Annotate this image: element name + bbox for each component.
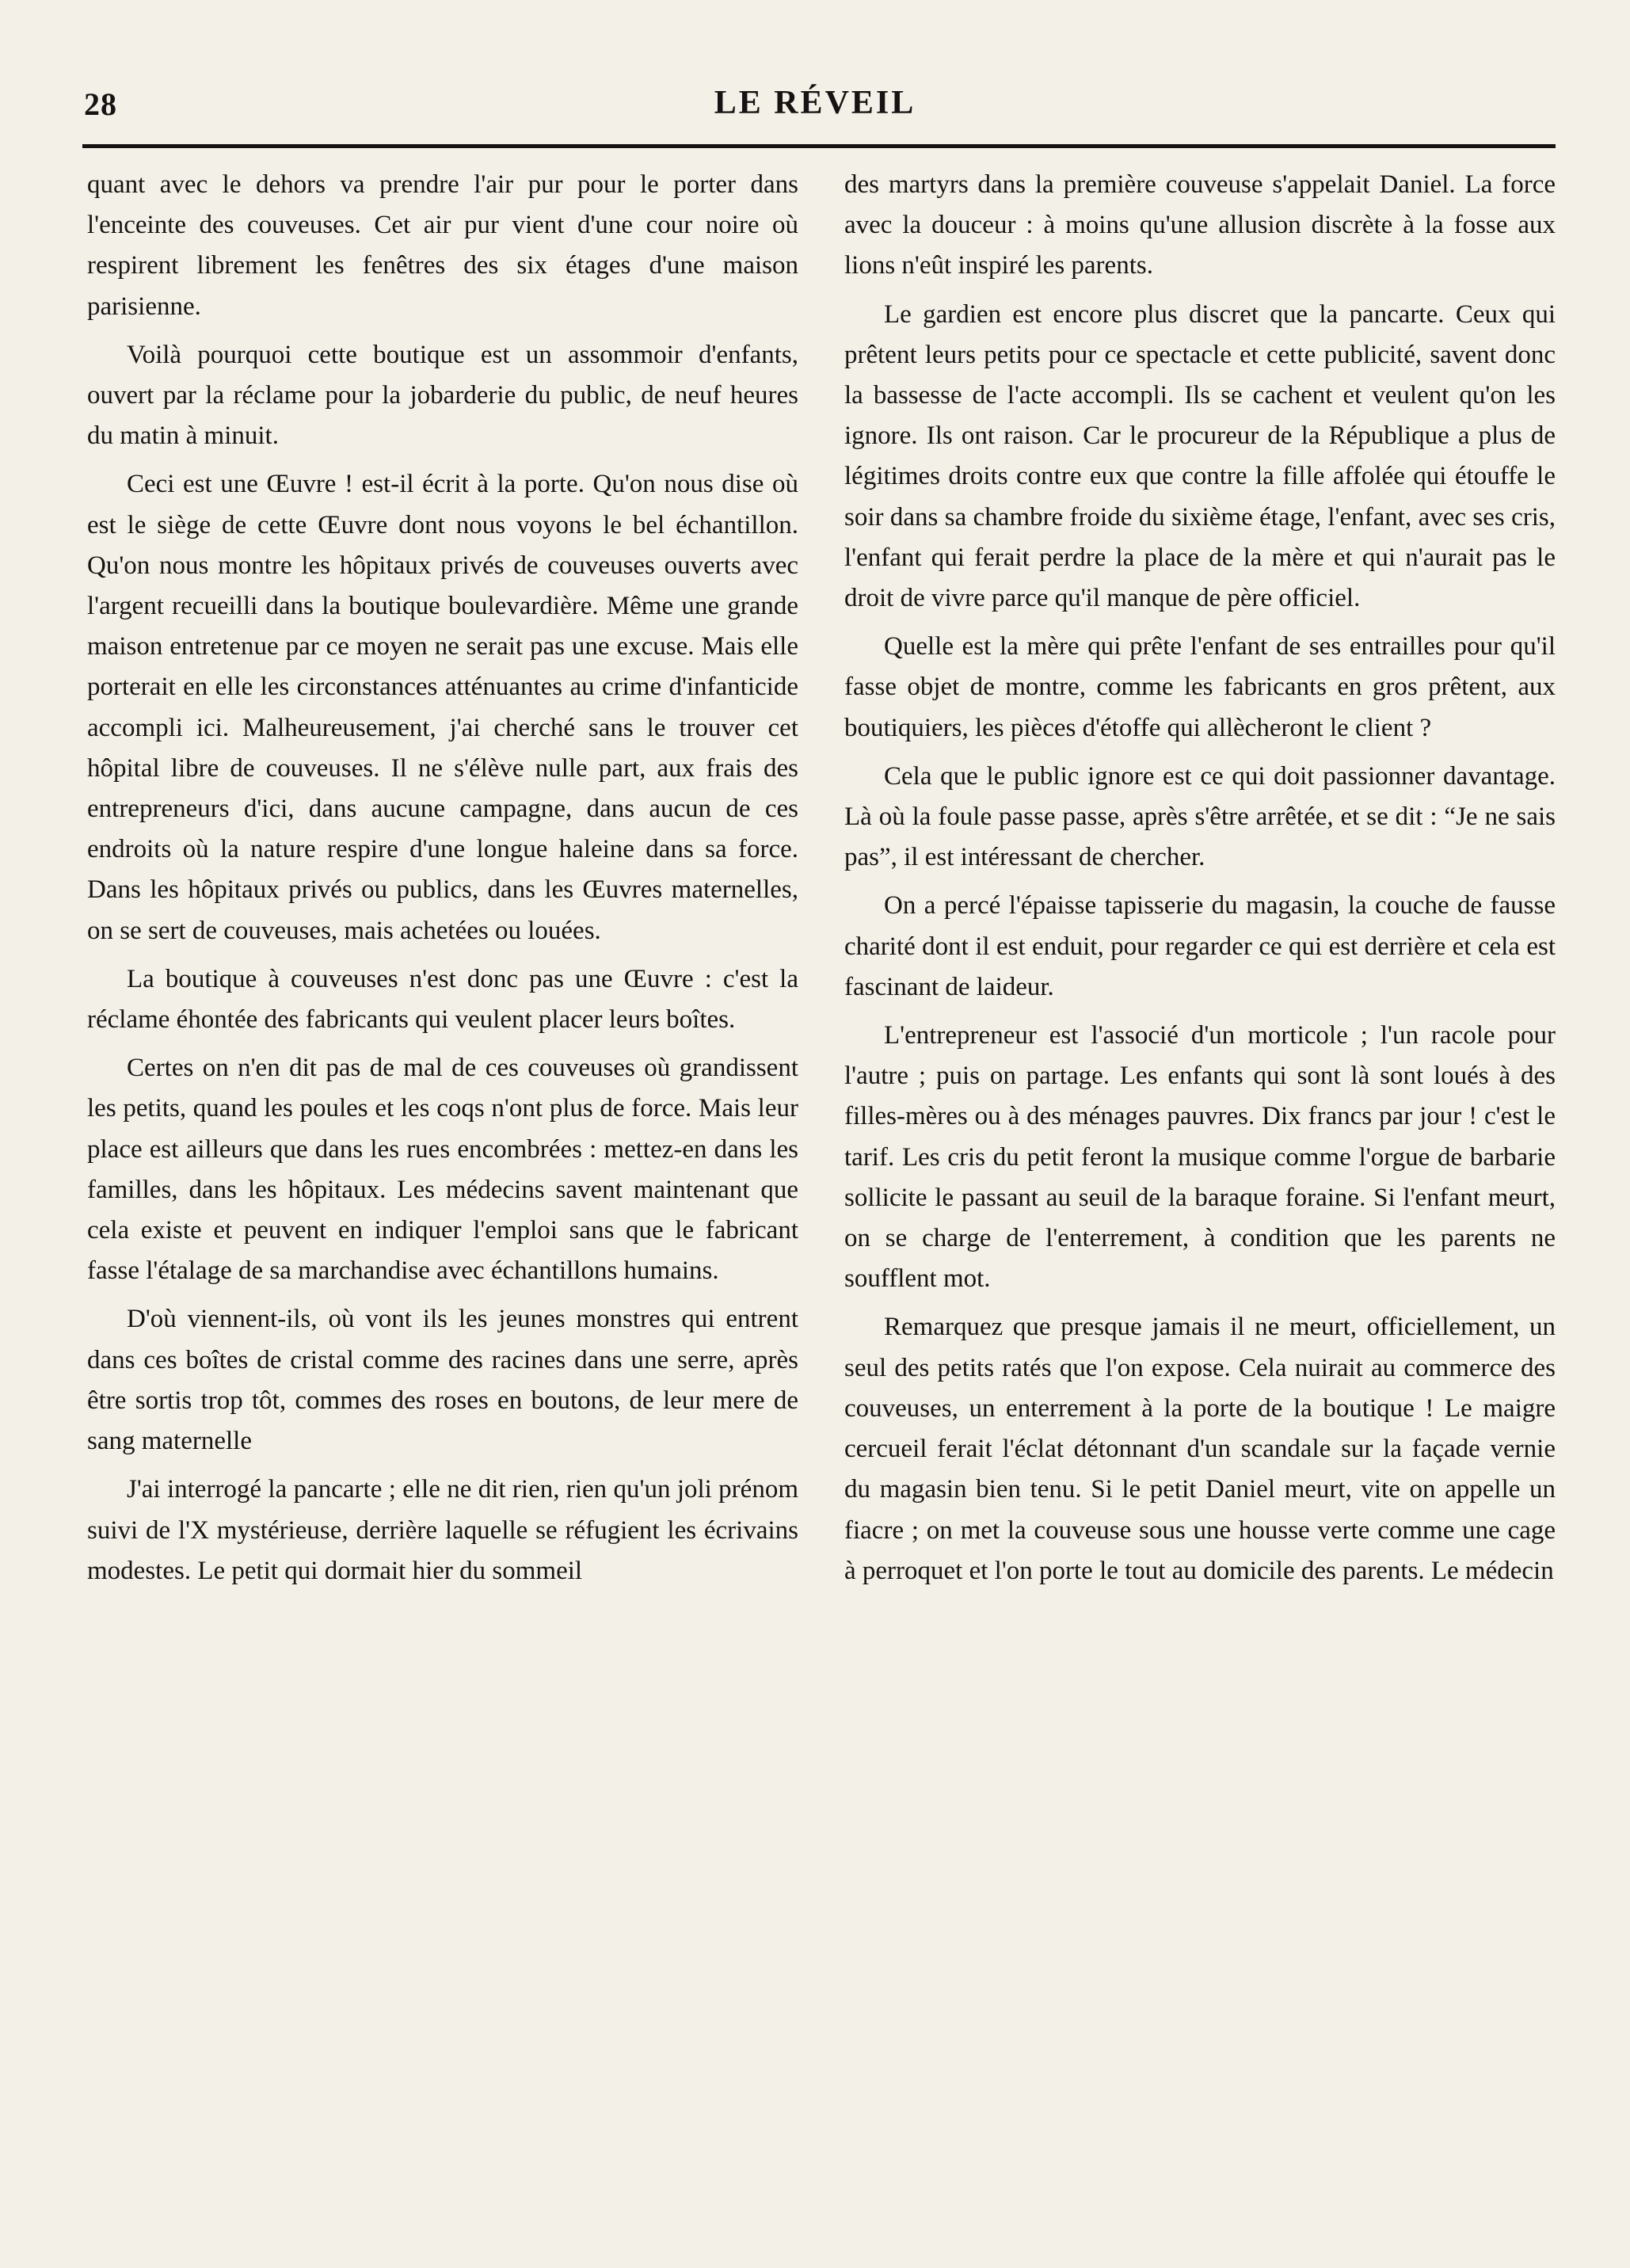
page-number: 28	[84, 86, 117, 122]
paragraph: Certes on n'en dit pas de mal de ces couveuses où grandissent les petits, quand les poules et les coqs n'ont plus de force. Mais leur place est ailleurs que dans les rues encombrées : mettez-en dans les familles, dans les hôpitaux. Les médecins savent maintenant que cela existe et peuvent en indiquer l'emploi sans que le fabricant fasse l'étalage de sa marchandise avec échantillons humains.	[87, 1054, 798, 1286]
paragraph: Quelle est la mère qui prête l'enfant de ses entrailles pour qu'il fasse objet de montre, comme les fabricants en gros prêtent, aux boutiquiers, les pièces d'étoffe qui allècheront le client ?	[844, 632, 1556, 742]
paragraph: Le gardien est encore plus discret que la pancarte. Ceux qui prêtent leurs petits pour ce spectacle et cette publicité, savent donc la bassesse de l'acte accompli. Ils se cachent et veulent qu'on les ignore. Ils ont raison. Car le procureur de la République a plus de légitimes droits contre eux que contre la fille affolée qui étouffe le soir dans sa chambre froide du sixième étage, l'enfant, avec ses cris, l'enfant qui ferait perdre la place de la mère et qui n'aurait pas le droit de vivre parce qu'il manque de père officiel.	[844, 299, 1556, 613]
paragraph: On a percé l'épaisse tapisserie du magasin, la couche de fausse charité dont il est enduit, pour regarder ce qui est derrière et cela est fascinant de laideur.	[844, 891, 1556, 1001]
paragraph: J'ai interrogé la pancarte ; elle ne dit rien, rien qu'un joli prénom suivi de l'X mystérieuse, derrière laquelle se réfugient les écrivains modestes. Le petit qui dormait hier du sommeil	[87, 1475, 798, 1585]
paragraph: Cela que le public ignore est ce qui doit passionner davantage. Là où la foule passe passe, après s'être arrêtée, et se dit : “Je ne sais pas”, il est intéressant de chercher.	[844, 761, 1556, 872]
paragraph: L'entrepreneur est l'associé d'un morticole ; l'un racole pour l'autre ; puis on partage. Les enfants qui sont là sont loués à des filles-mères ou à des ménages pauvres. Dix francs par jour ! c'est le tarif. Les cris du petit feront la musique comme l'orgue de barbarie sollicite le passant au seuil de la baraque foraine. Si l'enfant meurt, on se charge de l'enterrement, à condition que les parents ne soufflent mot.	[844, 1021, 1556, 1294]
paragraph: D'où viennent-ils, où vont ils les jeunes monstres qui entrent dans ces boîtes de cristal comme des racines dans une serre, après être sortis trop tôt, commes des roses en boutons, de leur mere de sang maternelle	[87, 1305, 798, 1456]
running-title: LE RÉVEIL	[714, 85, 916, 121]
right-column	[844, 165, 1556, 1599]
paragraph: Remarquez que presque jamais il ne meurt, officiellement, un seul des petits ratés que l'on expose. Cela nuirait au commerce des couveuses, un enterrement à la porte de la boutique ! Le maigre cercueil ferait l'éclat détonnant d'un scandale sur la façade vernie du magasin bien tenu. Si le petit Daniel meurt, vite on appelle un fiacre ; on met la couveuse sous une housse verte comme une cage à perroquet et l'on porte le tout au domicile des parents. Le médecin	[844, 1313, 1556, 1585]
left-column	[87, 165, 798, 1599]
paragraph: Ceci est une Œuvre ! est-il écrit à la porte. Qu'on nous dise où est le siège de cette Œuvre dont nous voyons le bel échantillon. Qu'on nous montre les hôpitaux privés de couveuses ouverts avec l'argent recueilli dans la boutique boulevardière. Même une grande maison entretenue par ce moyen ne serait pas une excuse. Mais elle porterait en elle les circonstances atténuantes au crime d'infanticide accompli ici. Malheureusement, j'ai cherché sans le trouver cet hôpital libre de couveuses. Il ne s'élève nulle part, aux frais des entrepreneurs d'ici, dans aucune campagne, dans aucun de ces endroits où la nature respire d'une longue haleine dans sa force. Dans les hôpitaux privés ou publics, dans les Œuvres maternelles, on se sert de couveuses, mais achetées ou louées.	[87, 470, 798, 945]
paragraph: quant avec le dehors va prendre l'air pur pour le porter dans l'enceinte des couveuses. Cet air pur vient d'une cour noire où respirent librement les fenêtres des six étages d'une maison parisienne.	[87, 170, 798, 321]
paragraph: Voilà pourquoi cette boutique est un assommoir d'enfants, ouvert par la réclame pour la jobarderie du public, de neuf heures du matin à minuit.	[87, 340, 798, 451]
paragraph: des martyrs dans la première couveuse s'appelait Daniel. La force avec la douceur : à moins qu'une allusion discrète à la fosse aux lions n'eût inspiré les parents.	[844, 170, 1556, 280]
header-rule	[82, 144, 1556, 148]
paragraph: La boutique à couveuses n'est donc pas une Œuvre : c'est la réclame éhontée des fabricants qui veulent placer leurs boîtes.	[87, 964, 798, 1035]
